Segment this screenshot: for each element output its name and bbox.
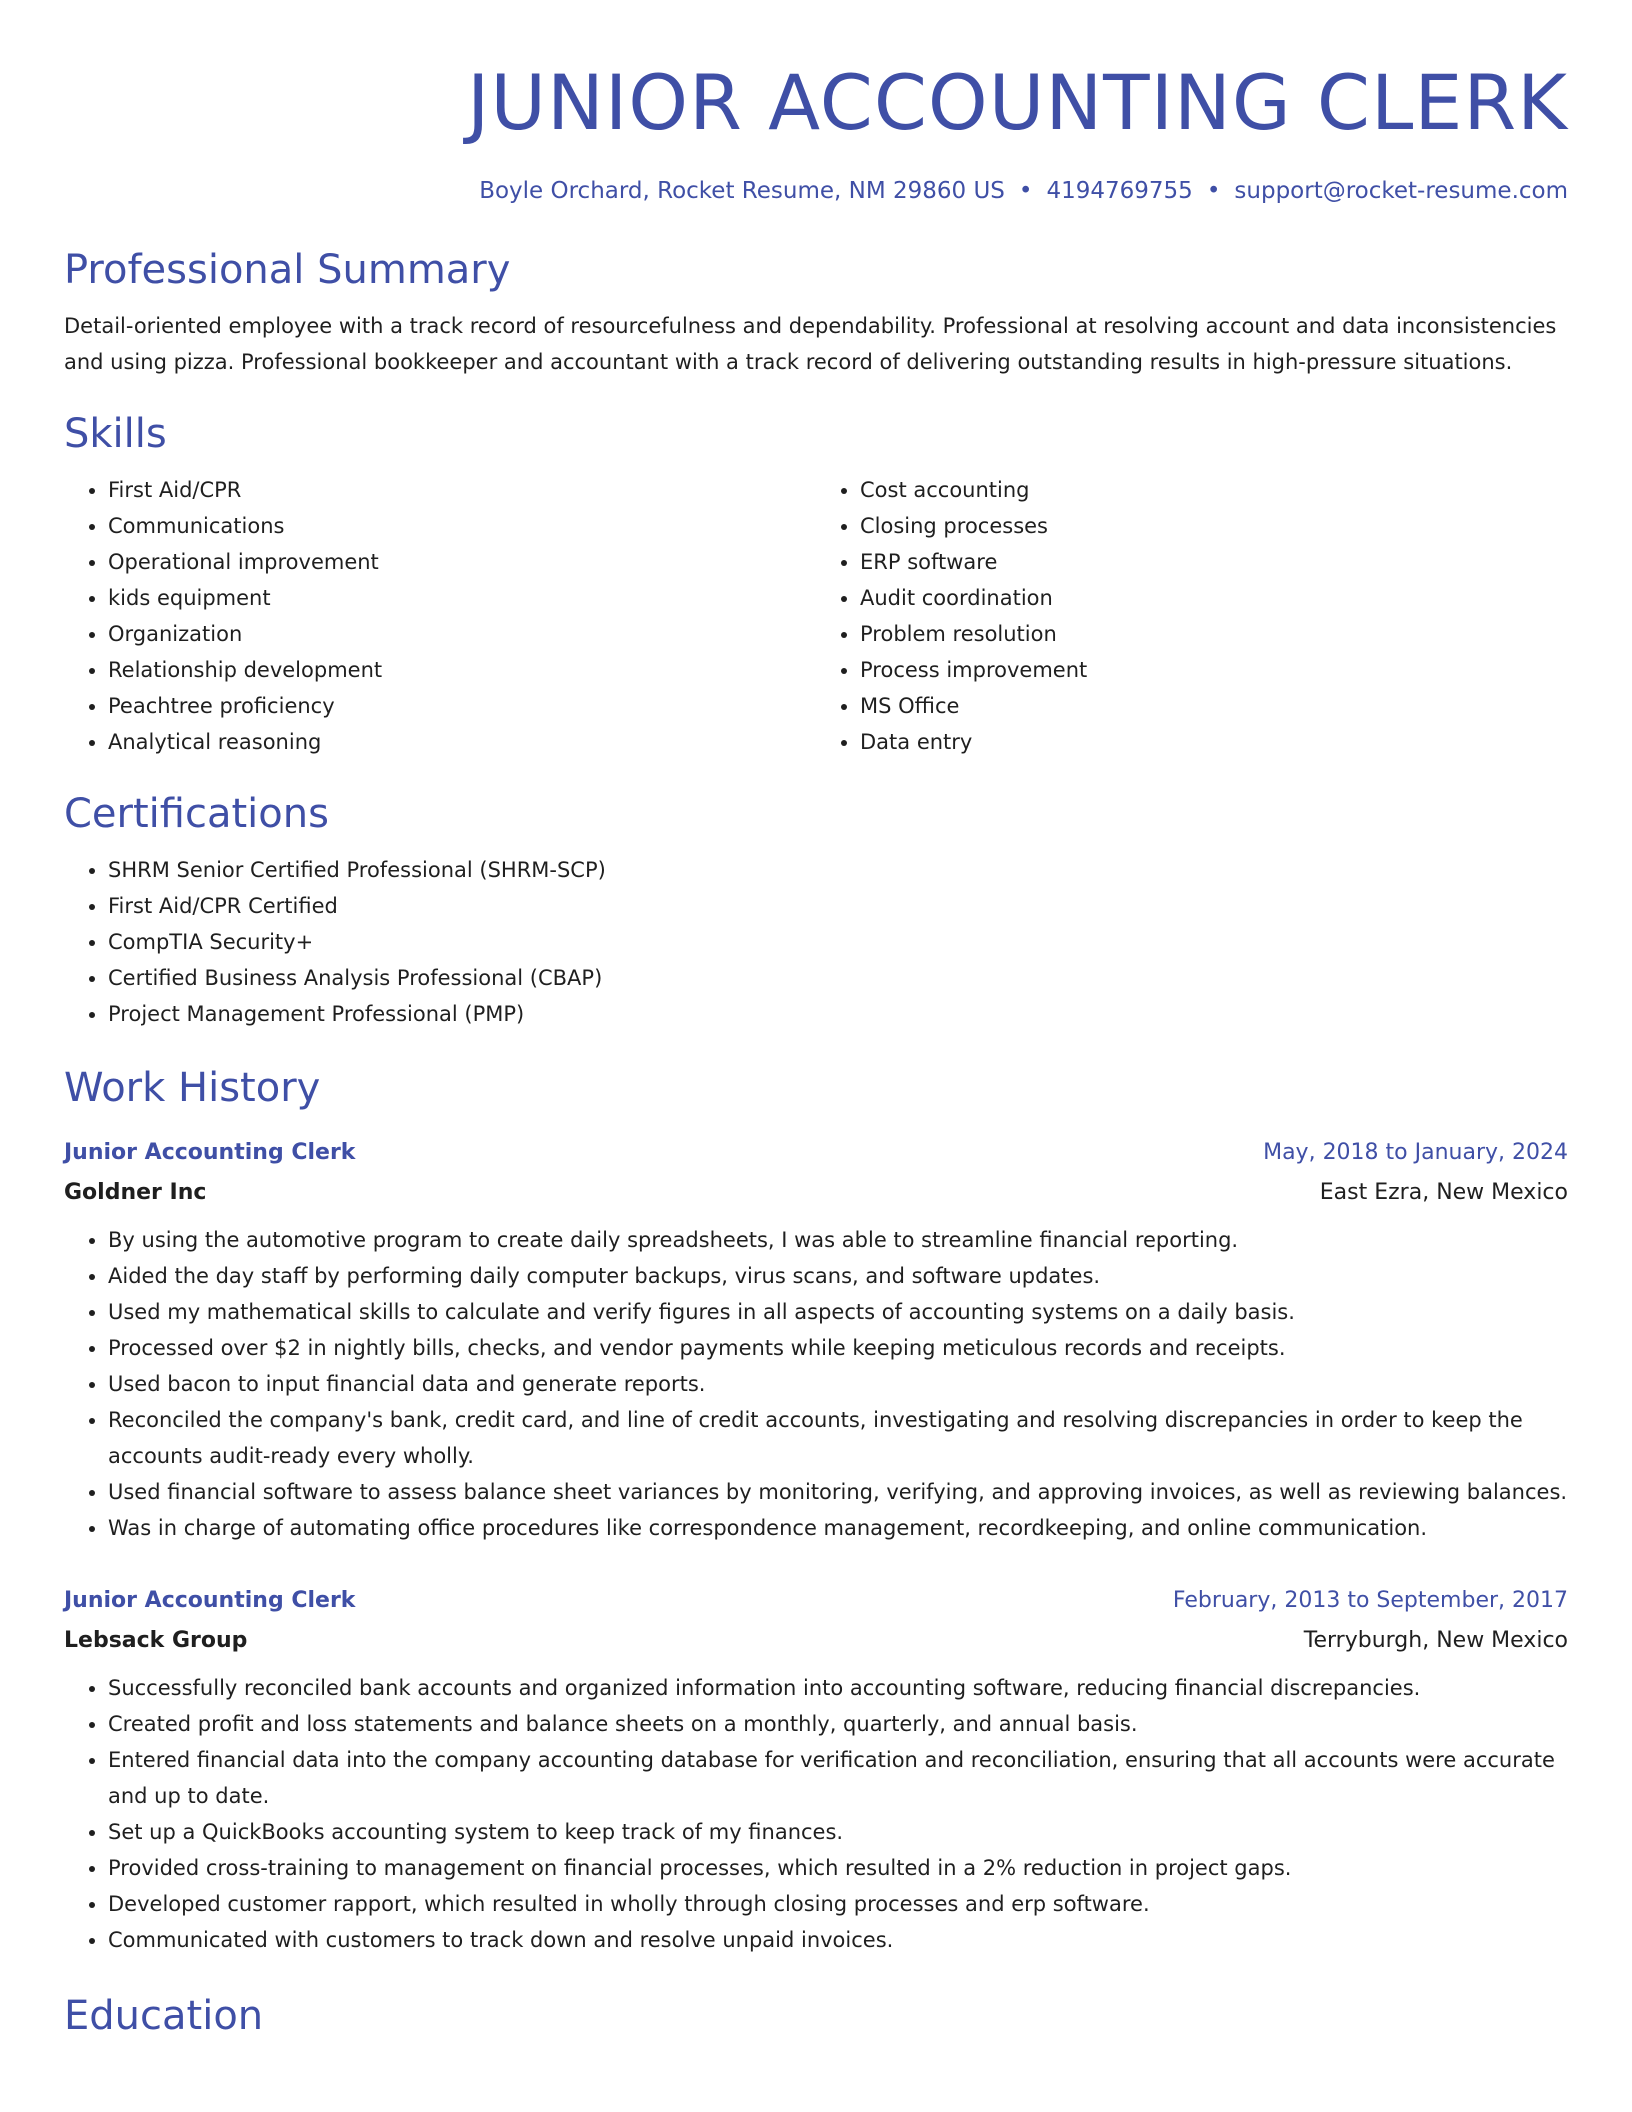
skills-heading: Skills: [64, 411, 167, 457]
job-dates: May, 2018 to January, 2024: [1263, 1140, 1568, 1165]
list-item: • Communicated with customers to track down and resolve unpaid invoices.: [108, 1922, 1568, 1958]
list-item: • Peachtree proficiency: [108, 688, 816, 724]
certifications-heading: Certifications: [64, 791, 329, 837]
list-item: • Used bacon to input financial data and generate reports.: [108, 1366, 1568, 1402]
list-item: • Processed over $2 in nightly bills, checks, and vendor payments while keeping meticulous records and receipts.: [108, 1330, 1568, 1366]
list-item: • Developed customer rapport, which resulted in wholly through closing processes and erp software.: [108, 1886, 1568, 1922]
list-item: • Process improvement: [860, 652, 1568, 688]
list-item: • Data entry: [860, 724, 1568, 760]
list-item: • First Aid/CPR: [108, 472, 816, 508]
list-item: • Certified Business Analysis Professional (CBAP): [108, 960, 1568, 996]
list-item: • SHRM Senior Certified Professional (SHRM-SCP): [108, 852, 1568, 888]
list-item: • Problem resolution: [860, 616, 1568, 652]
work-history-section: [64, 1064, 1568, 1958]
job-entry: [64, 1138, 1568, 1546]
list-item: • MS Office: [860, 688, 1568, 724]
list-item: • Created profit and loss statements and balance sheets on a monthly, quarterly, and annual basis.: [108, 1706, 1568, 1742]
skills-left-list: [64, 472, 816, 760]
list-item: • Operational improvement: [108, 544, 816, 580]
skills-columns: [64, 472, 1568, 760]
job-company: Goldner Inc: [64, 1180, 207, 1205]
certifications-list: [64, 852, 1568, 1032]
education-section: [64, 1992, 1568, 2040]
contact-phone: 4194769755: [1046, 178, 1193, 204]
job-entry: [64, 1586, 1568, 1958]
skills-section: [64, 410, 1568, 760]
list-item: • Communications: [108, 508, 816, 544]
skills-right-list: [816, 472, 1568, 760]
job-title: Junior Accounting Clerk: [64, 1140, 356, 1165]
job-title: Junior Accounting Clerk: [64, 1588, 356, 1613]
job-location: East Ezra, New Mexico: [1319, 1180, 1568, 1205]
list-item: • Used my mathematical skills to calculate and verify figures in all aspects of accounting systems on a daily basis.: [108, 1294, 1568, 1330]
job-company: Lebsack Group: [64, 1628, 248, 1653]
contact-separator: •: [1018, 178, 1033, 204]
list-item: • Project Management Professional (PMP): [108, 996, 1568, 1032]
job-bullets: [64, 1670, 1568, 1958]
contact-line: [64, 176, 1568, 206]
summary-section: [64, 246, 1568, 380]
resume-title: JUNIOR ACCOUNTING CLERK: [467, 58, 1568, 147]
list-item: • Relationship development: [108, 652, 816, 688]
list-item: • Audit coordination: [860, 580, 1568, 616]
list-item: • Cost accounting: [860, 472, 1568, 508]
list-item: • Reconciled the company's bank, credit card, and line of credit accounts, investigating and resolving discrepancies in order to keep the accounts audit-ready every wholly.: [108, 1402, 1568, 1474]
list-item: • ERP software: [860, 544, 1568, 580]
job-location: Terryburgh, New Mexico: [1303, 1628, 1568, 1653]
work-history-heading: Work History: [64, 1065, 321, 1111]
list-item: • By using the automotive program to create daily spreadsheets, I was able to streamline financial reporting.: [108, 1222, 1568, 1258]
certifications-section: [64, 790, 1568, 1032]
education-heading: Education: [64, 1993, 264, 2039]
contact-email[interactable]: support@rocket-resume.com: [1234, 178, 1568, 204]
job-dates: February, 2013 to September, 2017: [1172, 1588, 1568, 1613]
list-item: • Entered financial data into the company accounting database for verification and reconciliation, ensuring that all accounts were accurate and up to date.: [108, 1742, 1568, 1814]
list-item: • Closing processes: [860, 508, 1568, 544]
list-item: • Provided cross-training to management on financial processes, which resulted in a 2% reduction in project gaps.: [108, 1850, 1568, 1886]
list-item: • Aided the day staff by performing daily computer backups, virus scans, and software updates.: [108, 1258, 1568, 1294]
list-item: • First Aid/CPR Certified: [108, 888, 1568, 924]
contact-address: Boyle Orchard, Rocket Resume, NM 29860 US: [479, 178, 1005, 204]
job-bullets: [64, 1222, 1568, 1546]
contact-separator: •: [1206, 178, 1221, 204]
list-item: • Was in charge of automating office procedures like correspondence management, recordkeeping, and online communication.: [108, 1510, 1568, 1546]
list-item: • Successfully reconciled bank accounts and organized information into accounting software, reducing financial discrepancies.: [108, 1670, 1568, 1706]
summary-heading: Professional Summary: [64, 247, 511, 293]
summary-text: Detail-oriented employee with a track record of resourcefulness and dependability. Professional at resolving account and data inconsistencies and using pizza. Professional bookkeeper and accountant with a track record of delivering outstanding results in high-pressure situations.: [64, 314, 1557, 374]
list-item: • Analytical reasoning: [108, 724, 816, 760]
list-item: • kids equipment: [108, 580, 816, 616]
list-item: • Used financial software to assess balance sheet variances by monitoring, verifying, and approving invoices, as well as reviewing balances.: [108, 1474, 1568, 1510]
list-item: • Organization: [108, 616, 816, 652]
list-item: • Set up a QuickBooks accounting system to keep track of my finances.: [108, 1814, 1568, 1850]
list-item: • CompTIA Security+: [108, 924, 1568, 960]
